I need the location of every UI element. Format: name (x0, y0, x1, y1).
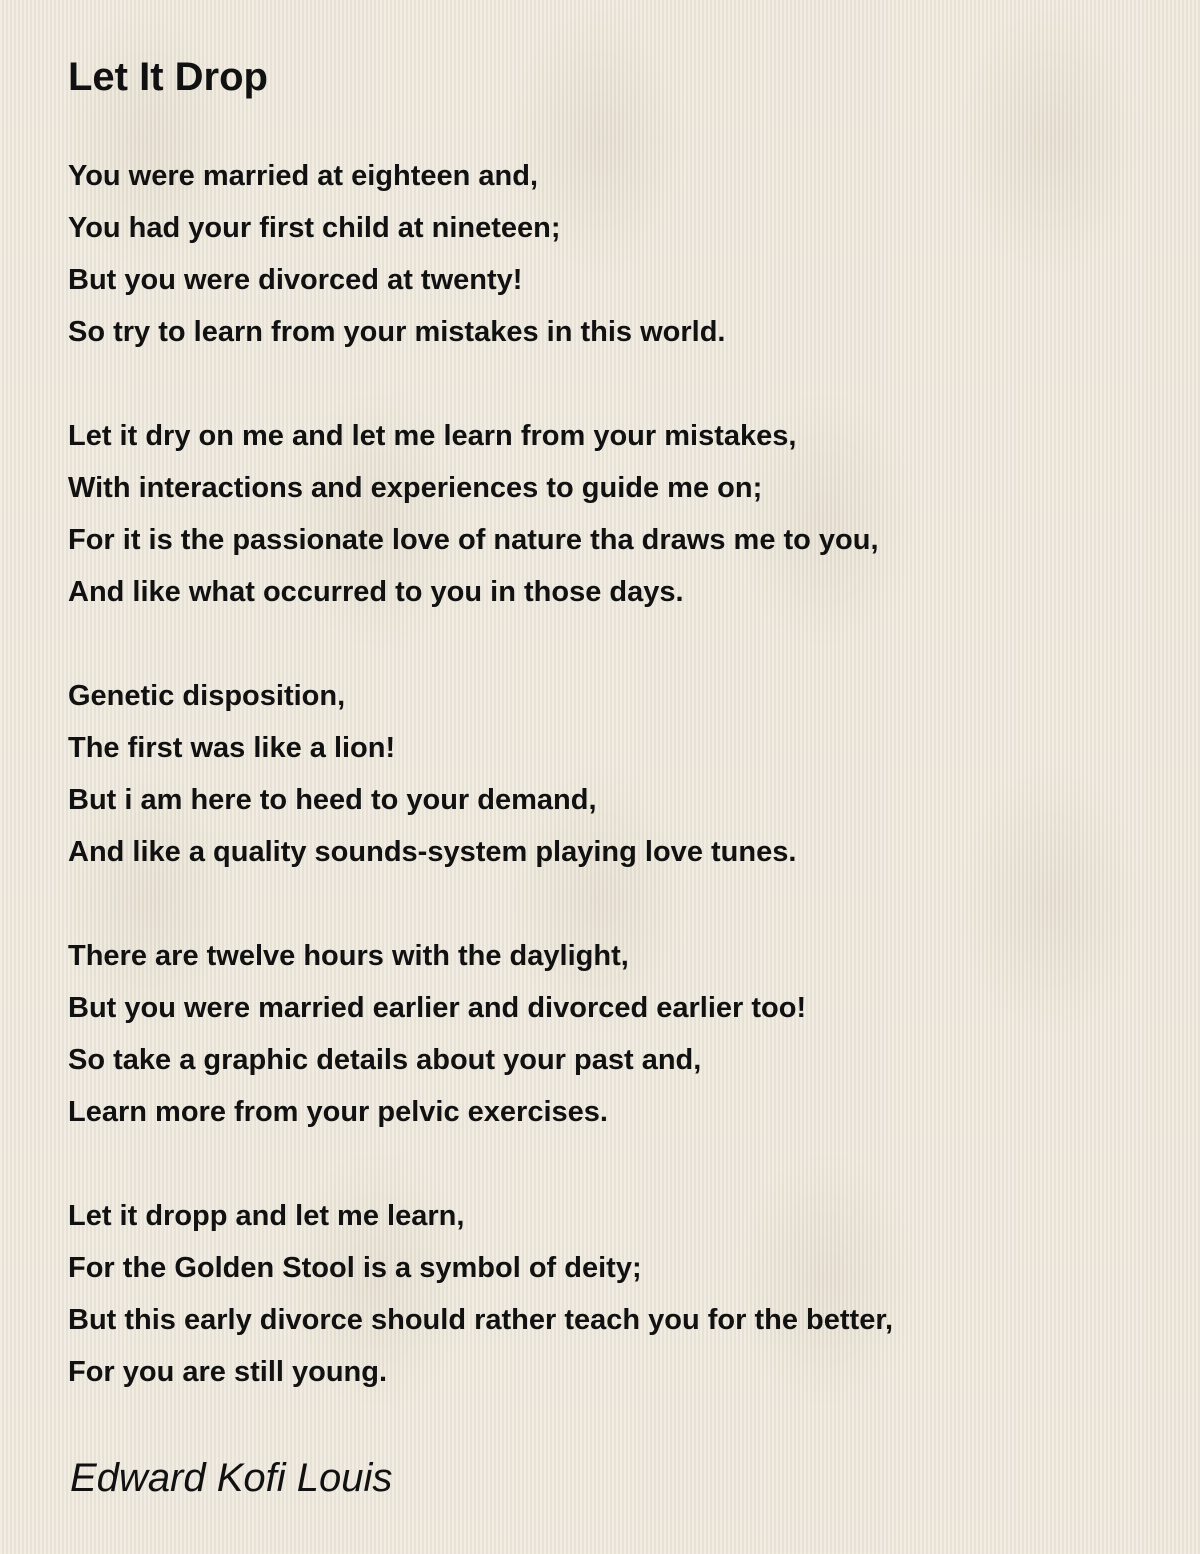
poem-title: Let It Drop (68, 55, 268, 99)
poem-line: Learn more from your pelvic exercises. (68, 1096, 608, 1128)
poem-line: For it is the passionate love of nature tha draws me to you, (68, 524, 879, 556)
poem-line: You had your first child at nineteen; (68, 212, 561, 244)
stanza-4 (68, 930, 1168, 1138)
poem-line: There are twelve hours with the daylight, (68, 940, 629, 972)
poem-line: Let it dry on me and let me learn from your mistakes, (68, 420, 797, 452)
poem-line: And like what occurred to you in those days. (68, 576, 684, 608)
poem-body (68, 150, 1168, 1450)
poem-line: Genetic disposition, (68, 680, 346, 712)
stanza-2 (68, 410, 1168, 618)
poem-line: You were married at eighteen and, (68, 160, 539, 192)
poem-line: So take a graphic details about your past and, (68, 1044, 702, 1076)
poem-line: But you were married earlier and divorced earlier too! (68, 992, 807, 1024)
poem-line: For the Golden Stool is a symbol of deity; (68, 1252, 642, 1284)
stanza-1 (68, 150, 1168, 358)
poem-line: But you were divorced at twenty! (68, 264, 523, 296)
stanza-3 (68, 670, 1168, 878)
poem-line: But i am here to heed to your demand, (68, 784, 597, 816)
poem-line: With interactions and experiences to guide me on; (68, 472, 763, 504)
poem-line: And like a quality sounds-system playing love tunes. (68, 836, 797, 868)
stanza-5 (68, 1190, 1168, 1398)
poem-line: So try to learn from your mistakes in this world. (68, 316, 726, 348)
poem-line: Let it dropp and let me learn, (68, 1200, 465, 1232)
poem-line: For you are still young. (68, 1356, 388, 1388)
poem-line: The first was like a lion! (68, 732, 396, 764)
poem-line: But this early divorce should rather teach you for the better, (68, 1304, 894, 1336)
poem-author: Edward Kofi Louis (70, 1456, 393, 1500)
